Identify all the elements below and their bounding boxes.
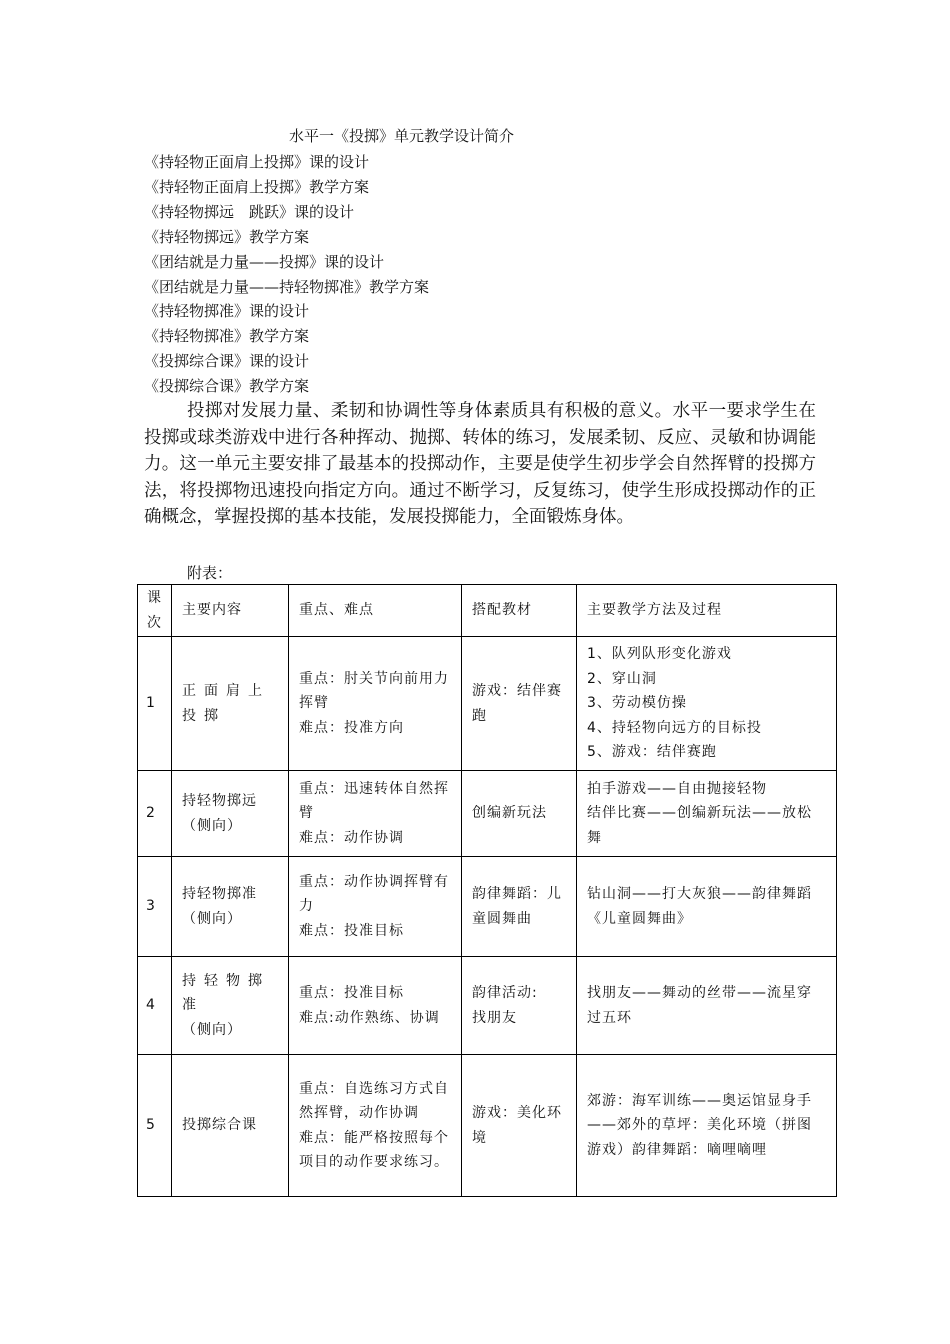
lesson-key [289, 1055, 462, 1197]
toc-item: 《持轻物掷准》教学方案 [144, 327, 310, 346]
method-step: 4、持轻物向远方的目标投 [587, 719, 762, 736]
key-point: 重点：肘关节向前用力挥臂 [299, 670, 449, 712]
toc-item: 《持轻物掷远 跳跃》课的设计 [144, 202, 355, 221]
lesson-content [172, 771, 289, 857]
method-step: 郊游：海军训练——奥运馆显身手——郊外的草坪：美化环境（拼图游戏）韵律舞蹈：嘀哩嘀哩 [587, 1092, 812, 1158]
toc-item: 《投掷综合课》课的设计 [144, 352, 310, 371]
lesson-key [289, 637, 462, 771]
header-method: 主要教学方法及过程 [577, 585, 837, 637]
page-title: 水平一《投掷》单元教学设计简介 [289, 127, 515, 145]
method-step: 结伴比赛——创编新玩法——放松舞 [587, 805, 812, 846]
lesson-content-text: 正面肩上投掷 [182, 683, 270, 724]
lesson-content-note: （侧向） [182, 817, 242, 834]
lesson-content [172, 957, 289, 1055]
lesson-content-note: （侧向） [182, 910, 242, 927]
toc-item: 《团结就是力量——投掷》课的设计 [144, 252, 385, 271]
lesson-content-text: 持轻物掷远 [182, 793, 257, 809]
lesson-content-text: 持轻物掷准 [182, 886, 257, 902]
method-step: 找朋友——舞动的丝带——流星穿过五环 [587, 985, 812, 1026]
header-content: 主要内容 [172, 585, 289, 637]
lesson-content-note: （侧向） [182, 1021, 242, 1038]
difficulty: 难点:动作熟练、协调 [299, 1009, 440, 1026]
key-point: 重点：迅速转体自然挥臂 [299, 780, 449, 822]
header-material: 搭配教材 [462, 585, 577, 637]
lesson-key [289, 957, 462, 1055]
lesson-method [577, 771, 837, 857]
difficulty: 难点：动作协调 [299, 829, 404, 846]
method-step: 拍手游戏——自由抛接轻物 [587, 780, 767, 797]
lesson-number: 1 [138, 637, 172, 771]
table-of-contents [144, 150, 429, 399]
lesson-material: 韵律舞蹈：儿童圆舞曲 [462, 857, 577, 957]
table-row [138, 771, 837, 857]
difficulty: 难点：投准方向 [299, 719, 404, 736]
table-header-row [138, 585, 837, 637]
lesson-method [577, 1055, 837, 1197]
lesson-number: 2 [138, 771, 172, 857]
lesson-material [462, 957, 577, 1055]
lesson-content-text: 持轻物掷准 [182, 972, 270, 1014]
lesson-method [577, 957, 837, 1055]
method-step: 1、队列队形变化游戏 [587, 646, 732, 663]
lesson-material: 游戏：结伴赛跑 [462, 637, 577, 771]
material-line: 韵律活动: [472, 985, 538, 1001]
lesson-number: 4 [138, 957, 172, 1055]
lesson-material: 游戏：美化环境 [462, 1055, 577, 1197]
toc-item: 《持轻物正面肩上投掷》教学方案 [144, 177, 370, 196]
header-key: 重点、难点 [289, 585, 462, 637]
table-row [138, 957, 837, 1055]
lesson-key [289, 857, 462, 957]
method-step: 3、劳动模仿操 [587, 695, 687, 712]
lesson-content [172, 637, 289, 771]
toc-item: 《团结就是力量——持轻物掷准》教学方案 [144, 277, 430, 296]
lesson-key [289, 771, 462, 857]
lesson-method [577, 857, 837, 957]
lesson-material: 创编新玩法 [462, 771, 577, 857]
method-step: 2、穿山洞 [587, 670, 657, 687]
method-step: 5、游戏：结伴赛跑 [587, 744, 717, 761]
table-row [138, 637, 837, 771]
lesson-number: 3 [138, 857, 172, 957]
lesson-method [577, 637, 837, 771]
lesson-content: 投掷综合课 [172, 1055, 289, 1197]
table-row [138, 857, 837, 957]
key-point: 重点：自选练习方式自然挥臂，动作协调 [299, 1080, 449, 1121]
lesson-number: 5 [138, 1055, 172, 1197]
key-point: 重点：投准目标 [299, 985, 404, 1001]
toc-item: 《持轻物掷准》课的设计 [144, 302, 310, 321]
intro-paragraph: 投掷对发展力量、柔韧和协调性等身体素质具有积极的意义。水平一要求学生在投掷或球类游戏中进行各种挥动、抛掷、转体的练习，发展柔韧、反应、灵敏和协调能力。这一单元主要安排了最基本的投掷动作，主要是使学生初步学会自然挥臂的投掷方法，将投掷物迅速投向指定方向。通过不断学习，反复练习，使学生形成投掷动作的正确概念，掌握投掷的基本技能，发展投掷能力，全面锻炼身体。 [144, 401, 816, 527]
material-line: 找朋友 [472, 1009, 517, 1026]
difficulty: 难点：投准目标 [299, 922, 404, 939]
appendix-label: 附表： [187, 564, 233, 582]
toc-item: 《投掷综合课》教学方案 [144, 377, 310, 396]
header-lesson: 课次 [138, 585, 172, 637]
key-point: 重点：动作协调挥臂有力 [299, 873, 449, 915]
table-row [138, 1055, 837, 1197]
toc-item: 《持轻物掷远》教学方案 [144, 227, 310, 246]
toc-item: 《持轻物正面肩上投掷》课的设计 [144, 153, 370, 171]
lesson-table [137, 584, 837, 1197]
difficulty: 难点：能严格按照每个项目的动作要求练习。 [299, 1129, 449, 1170]
method-step: 钻山洞——打大灰狼——韵律舞蹈《儿童圆舞曲》 [587, 886, 812, 927]
lesson-content [172, 857, 289, 957]
